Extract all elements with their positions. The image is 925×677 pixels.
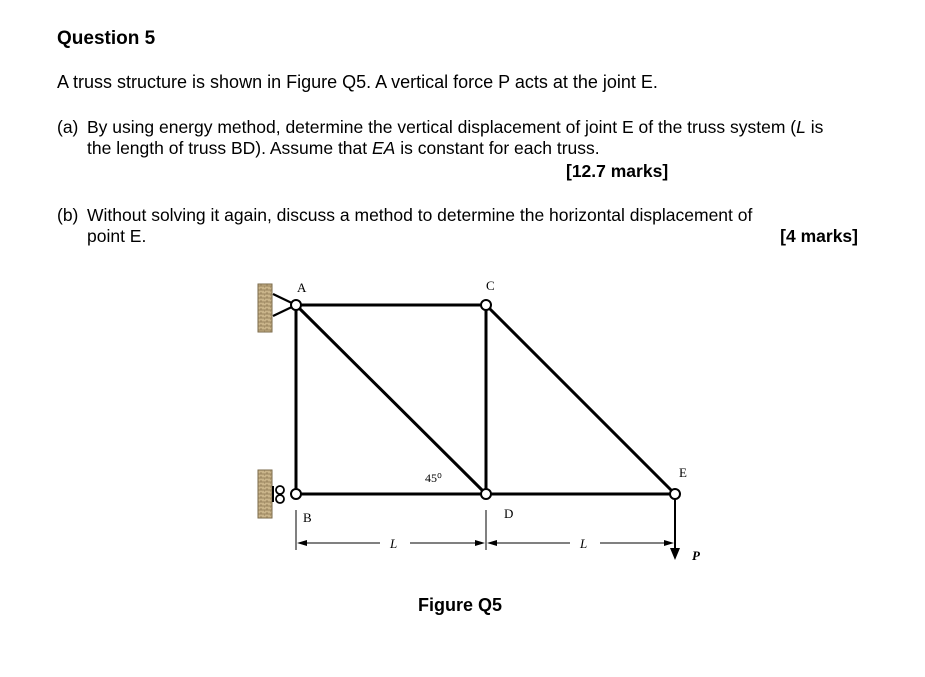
joint-label-e: E bbox=[679, 465, 687, 480]
joint-label-d: D bbox=[504, 506, 514, 521]
roller-support-b bbox=[273, 486, 284, 503]
joint-e bbox=[670, 489, 680, 499]
wall-support-b bbox=[258, 470, 272, 518]
part-a-italic-l: L bbox=[796, 117, 806, 137]
member-ad bbox=[296, 305, 486, 494]
joint-d bbox=[481, 489, 491, 499]
question-intro: A truss structure is shown in Figure Q5. A vertical force P acts at the joint E. bbox=[57, 72, 658, 92]
part-a-text-2b: is constant for each truss. bbox=[395, 138, 600, 158]
dimension-label-de: L bbox=[580, 536, 588, 551]
truss-members bbox=[296, 305, 675, 494]
joint-c bbox=[481, 300, 491, 310]
question-heading: Question 5 bbox=[57, 28, 156, 49]
part-a-label: (a) bbox=[57, 117, 79, 137]
joint-label-b: B bbox=[303, 510, 312, 525]
dimension-label-bd: L bbox=[390, 536, 398, 551]
wall-support-a bbox=[258, 284, 272, 332]
load-arrow-p bbox=[670, 499, 680, 560]
part-b-marks: [4 marks] bbox=[780, 226, 858, 246]
load-label-p: P bbox=[692, 548, 700, 563]
part-a-italic-ea: EA bbox=[372, 138, 396, 158]
joint-label-c: C bbox=[486, 278, 495, 293]
angle-label: 45⁰ bbox=[425, 471, 442, 485]
part-b-line-1: Without solving it again, discuss a method to determine the horizontal displacement of bbox=[87, 205, 753, 225]
dimension-lines bbox=[296, 510, 672, 550]
part-a-marks: [12.7 marks] bbox=[566, 161, 669, 181]
joint-b bbox=[291, 489, 301, 499]
part-a-text-2a: the length of truss BD). Assume that bbox=[87, 138, 372, 158]
joint-a bbox=[291, 300, 301, 310]
joint-label-a: A bbox=[297, 280, 307, 295]
part-b-label: (b) bbox=[57, 205, 79, 225]
part-a-text-1-end: is bbox=[805, 117, 824, 137]
part-a-text-1: By using energy method, determine the vertical displacement of joint E of the truss system ( bbox=[87, 117, 797, 137]
member-ce bbox=[486, 305, 675, 494]
figure-caption: Figure Q5 bbox=[418, 595, 503, 615]
part-b-line-2: point E. bbox=[87, 226, 147, 246]
